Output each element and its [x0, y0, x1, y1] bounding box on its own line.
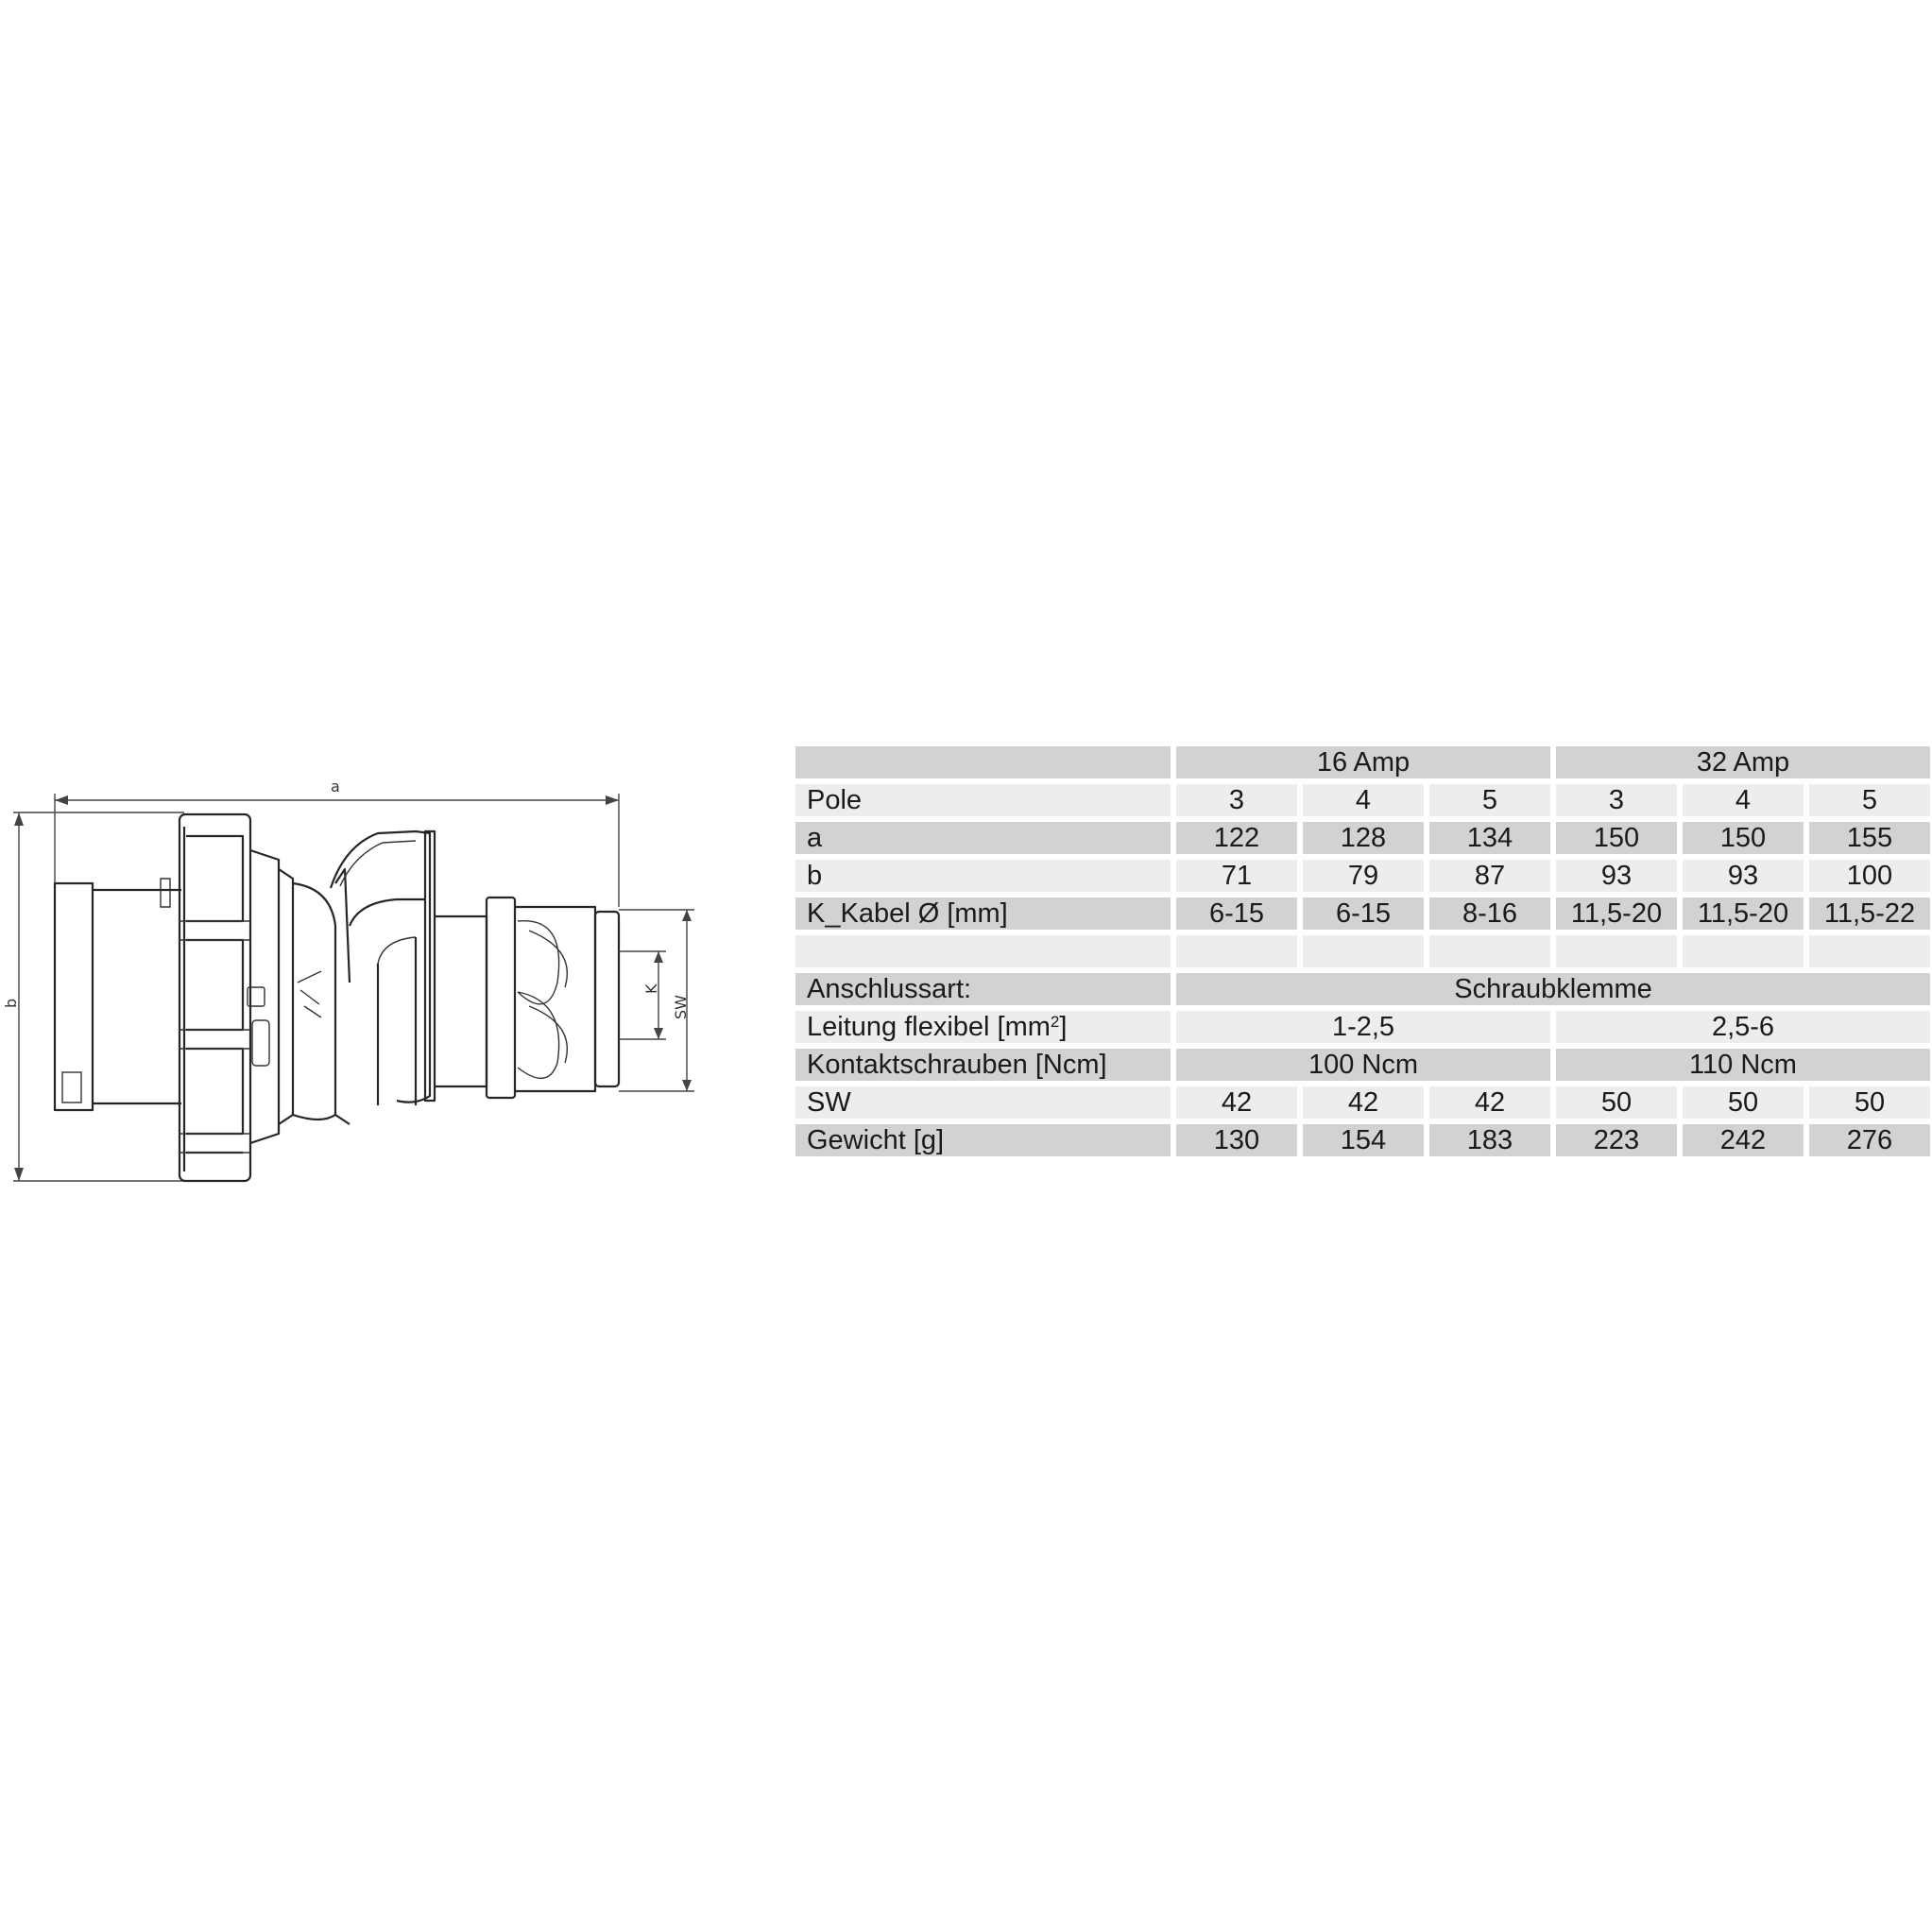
dimension-k — [619, 951, 666, 1039]
dimension-a-label: a — [331, 778, 340, 795]
row-label-end: ] — [1059, 1012, 1068, 1042]
header-16-amp: 16 Amp — [1176, 746, 1550, 778]
row-a — [795, 822, 1930, 854]
cell: 155 — [1809, 822, 1930, 854]
row-label: SW — [795, 1086, 1171, 1119]
cell: 4 — [1683, 784, 1804, 816]
empty-cell — [1809, 935, 1930, 967]
row-label: K_Kabel Ø [mm] — [795, 898, 1171, 930]
cell: 6-15 — [1176, 898, 1297, 930]
cell: 242 — [1683, 1124, 1804, 1156]
row-label: Anschlussart: — [795, 973, 1171, 1005]
cell: 42 — [1176, 1086, 1297, 1119]
spec-table — [790, 741, 1932, 1162]
cell: 50 — [1683, 1086, 1804, 1119]
row-anschlussart — [795, 973, 1930, 1005]
row-label-main: Leitung flexibel [mm — [807, 1012, 1051, 1042]
row-kontaktschrauben — [795, 1049, 1930, 1081]
row-label: Pole — [795, 784, 1171, 816]
cell: 11,5-22 — [1809, 898, 1930, 930]
cell: 3 — [1176, 784, 1297, 816]
row-label — [795, 1011, 1171, 1043]
row-kabel — [795, 898, 1930, 930]
cable-gland — [435, 898, 619, 1098]
cell: 42 — [1303, 1086, 1424, 1119]
row-label: b — [795, 860, 1171, 892]
row-b — [795, 860, 1930, 892]
cell: 5 — [1809, 784, 1930, 816]
cell: 71 — [1176, 860, 1297, 892]
empty-cell — [795, 935, 1171, 967]
header-32-amp: 32 Amp — [1556, 746, 1930, 778]
cell: 1-2,5 — [1176, 1011, 1550, 1043]
plug-side-view — [0, 737, 718, 1219]
cell: 276 — [1809, 1124, 1930, 1156]
dimension-sw — [619, 910, 694, 1091]
empty-cell — [1683, 935, 1804, 967]
row-label: a — [795, 822, 1171, 854]
cell: 223 — [1556, 1124, 1677, 1156]
cell: 2,5-6 — [1556, 1011, 1930, 1043]
cell: 8-16 — [1429, 898, 1550, 930]
cell: Schraubklemme — [1176, 973, 1930, 1005]
cell: 130 — [1176, 1124, 1297, 1156]
row-spacer — [795, 935, 1930, 967]
cell: 100 Ncm — [1176, 1049, 1550, 1081]
empty-cell — [1303, 935, 1424, 967]
row-gewicht — [795, 1124, 1930, 1156]
dimension-sw-label: SW — [672, 995, 690, 1019]
row-label: Gewicht [g] — [795, 1124, 1171, 1156]
row-sw — [795, 1086, 1930, 1119]
cell: 150 — [1556, 822, 1677, 854]
cell: 4 — [1303, 784, 1424, 816]
cell: 79 — [1303, 860, 1424, 892]
cell: 128 — [1303, 822, 1424, 854]
cell: 5 — [1429, 784, 1550, 816]
cell: 3 — [1556, 784, 1677, 816]
cell: 100 — [1809, 860, 1930, 892]
cell: 154 — [1303, 1124, 1424, 1156]
cell: 87 — [1429, 860, 1550, 892]
cell: 50 — [1556, 1086, 1677, 1119]
cell: 50 — [1809, 1086, 1930, 1119]
row-pole — [795, 784, 1930, 816]
dimension-b-label: b — [2, 998, 20, 1008]
plug-technical-drawing — [0, 737, 718, 1219]
dimension-k-label: K — [642, 983, 660, 994]
cell: 93 — [1556, 860, 1677, 892]
pin-face — [55, 879, 181, 1110]
coupling-ring — [180, 814, 279, 1181]
empty-cell — [1176, 935, 1297, 967]
row-label-superscript: 2 — [1050, 1013, 1060, 1031]
row-leitung — [795, 1011, 1930, 1043]
cell: 6-15 — [1303, 898, 1424, 930]
plug-body — [248, 831, 435, 1124]
dimension-a — [55, 778, 619, 940]
row-label: Kontaktschrauben [Ncm] — [795, 1049, 1171, 1081]
cell: 134 — [1429, 822, 1550, 854]
cell: 42 — [1429, 1086, 1550, 1119]
header-empty-cell — [795, 746, 1171, 778]
cell: 183 — [1429, 1124, 1550, 1156]
cell: 110 Ncm — [1556, 1049, 1930, 1081]
cell: 150 — [1683, 822, 1804, 854]
cell: 122 — [1176, 822, 1297, 854]
header-row — [795, 746, 1930, 778]
cell: 11,5-20 — [1683, 898, 1804, 930]
empty-cell — [1429, 935, 1550, 967]
cell: 11,5-20 — [1556, 898, 1677, 930]
cell: 93 — [1683, 860, 1804, 892]
empty-cell — [1556, 935, 1677, 967]
